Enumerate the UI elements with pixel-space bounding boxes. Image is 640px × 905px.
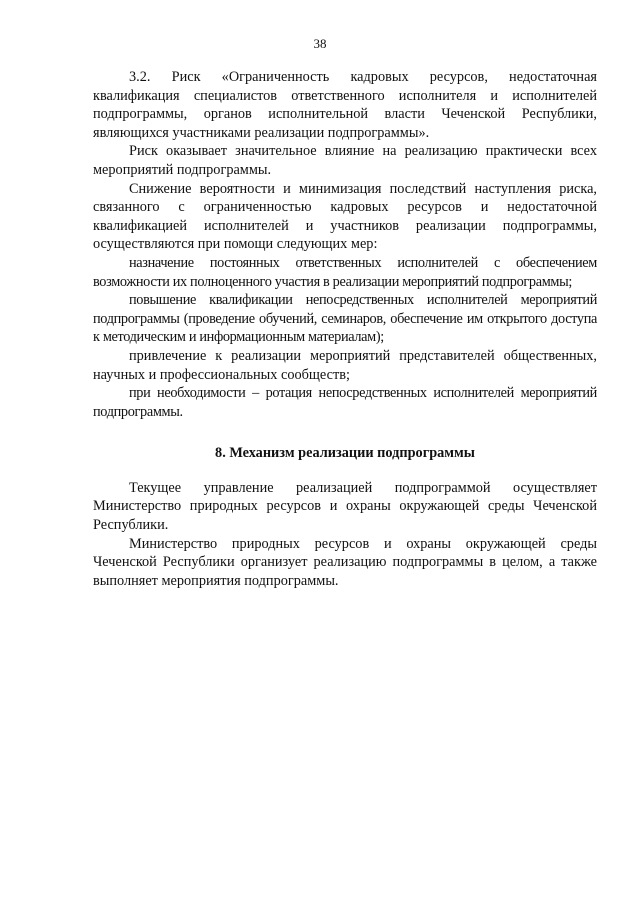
paragraph-risk-mitigation: Снижение вероятности и минимизация последствий наступления риска, связанного с ограниченностью кадровых ресурсов и недостаточной квалификацией исполнителей и участников реализации подпрограммы, осуществляются при помощи следующих мер: [93, 180, 597, 253]
paragraph-current-management: Текущее управление реализацией подпрограммой осуществляет Министерство природных ресурсов и охраны окружающей среды Чеченской Республики. [93, 479, 597, 534]
paragraph-measure-qualification: повышение квалификации непосредственных исполнителей мероприятий подпрограммы (проведение обучений, семинаров, обеспечение им открытого доступа к методическим и информационным материалам); [93, 292, 597, 346]
paragraph-measure-assign-executors: назначение постоянных ответственных исполнителей с обеспечением возможности их полноценного участия в реализации мероприятий подпрограммы; [93, 254, 597, 290]
paragraph-risk-3-2: 3.2. Риск «Ограниченность кадровых ресурсов, недостаточная квалификация специалистов ответственного исполнителя и исполнителей подпрограммы, органов исполнительной власти Чеченской Республики, являющихся участниками реализации подпрограммы». [93, 69, 597, 141]
document-body [93, 68, 597, 590]
page-number: 38 [313, 36, 327, 51]
paragraph-ministry-organizes: Министерство природных ресурсов и охраны окружающей среды Чеченской Республики организует реализацию подпрограммы в целом, а также выполняет мероприятия подпрограммы. [93, 535, 597, 589]
paragraph-risk-impact: Риск оказывает значительное влияние на реализацию практически всех мероприятий подпрограммы. [93, 143, 597, 178]
section-heading: 8. Механизм реализации подпрограммы [215, 445, 475, 462]
paragraph-measure-rotation: при необходимости – ротация непосредственных исполнителей мероприятий подпрограммы. [93, 385, 597, 420]
paragraph-measure-involve-communities: привлечение к реализации мероприятий представителей общественных, научных и профессиональных сообществ; [93, 347, 597, 383]
